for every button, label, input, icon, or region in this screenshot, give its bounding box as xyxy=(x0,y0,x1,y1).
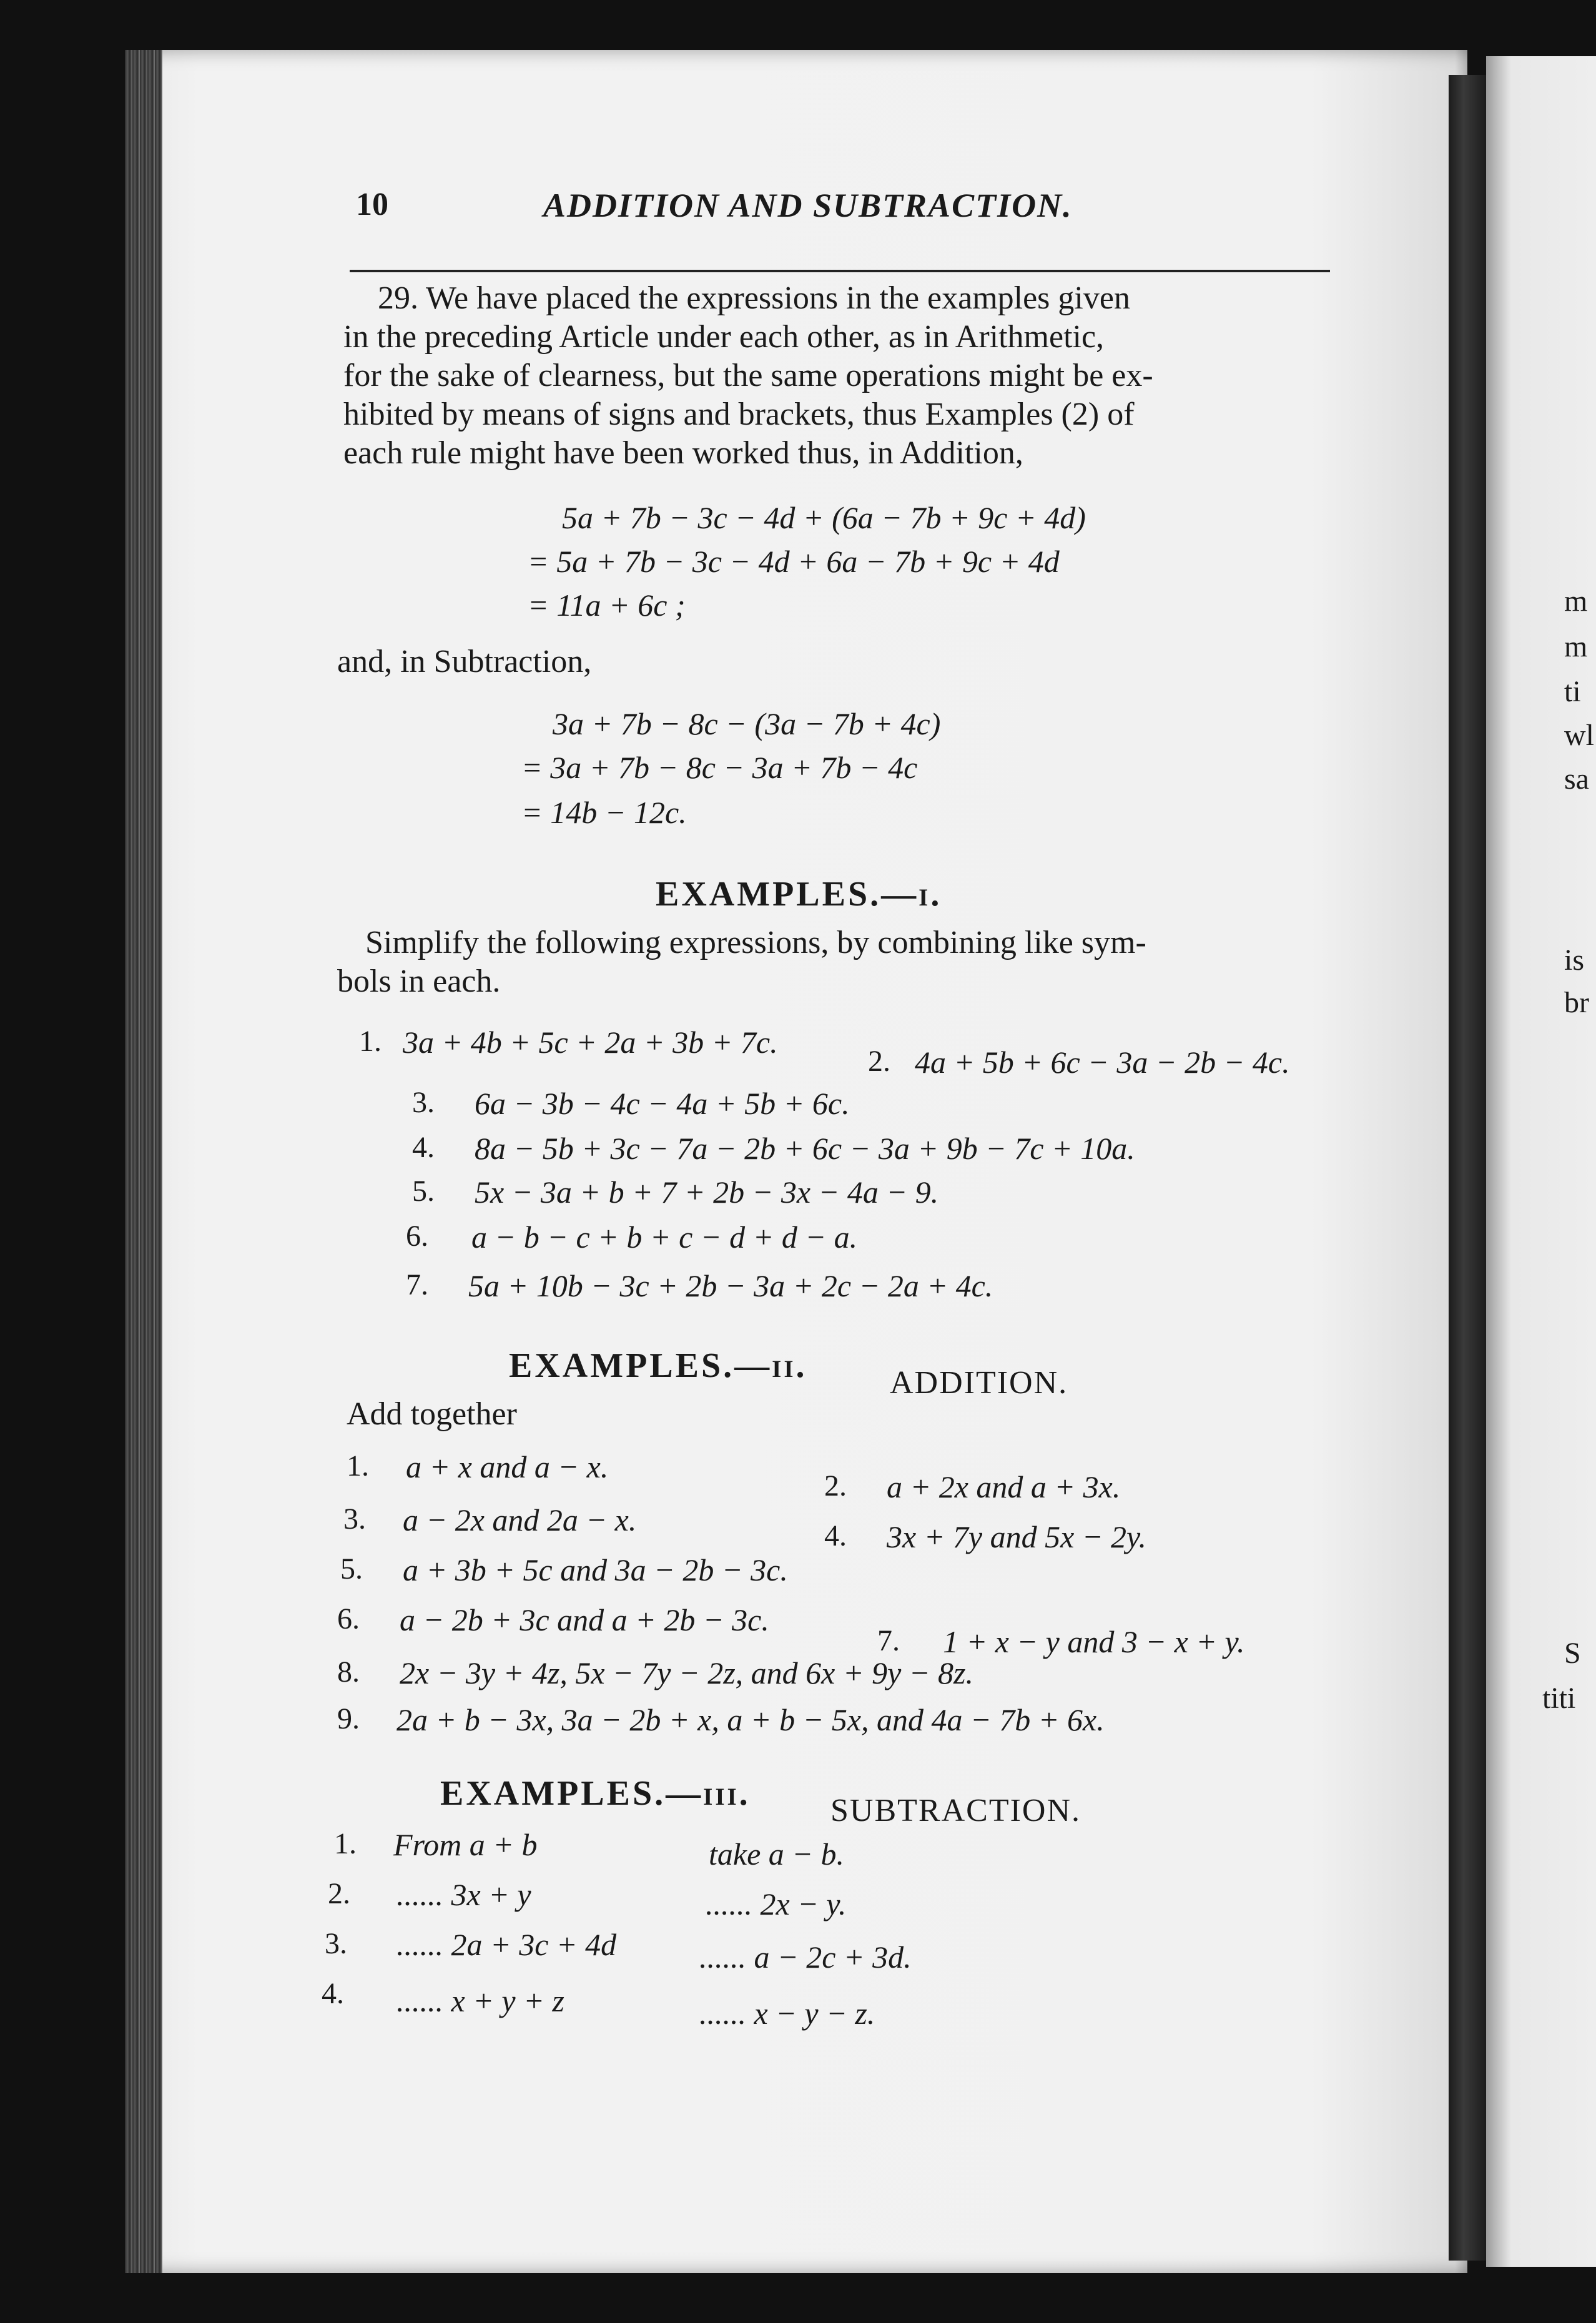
subtract-from: ...... x + y + z xyxy=(397,1983,564,2018)
subtract-take: ...... x − y − z. xyxy=(699,1996,875,2031)
example-expr: 6a − 3b − 4c − 4a + 5b + 6c. xyxy=(475,1086,850,1121)
facing-fragment: titi xyxy=(1542,1682,1576,1715)
item-number: 2. xyxy=(868,1045,890,1078)
example-expr: 4a + 5b + 6c − 3a − 2b − 4c. xyxy=(915,1045,1290,1080)
facing-fragment: S xyxy=(1564,1637,1581,1670)
item-number: 1. xyxy=(347,1449,369,1482)
example-expr: 2x − 3y + 4z, 5x − 7y − 2z, and 6x + 9y − 8z. xyxy=(400,1655,973,1690)
section-heading: EXAMPLES.—i. xyxy=(656,875,942,914)
book-gutter xyxy=(1449,75,1486,2261)
item-number: 3. xyxy=(343,1502,366,1536)
article-line: for the sake of clearness, but the same operations might be ex- xyxy=(343,358,1153,393)
section-subheading: ADDITION. xyxy=(890,1365,1068,1401)
facing-fragment: wl xyxy=(1564,719,1594,752)
example-expr: 3x + 7y and 5x − 2y. xyxy=(887,1519,1146,1554)
subtract-from: ...... 3x + y xyxy=(397,1877,531,1912)
facing-fragment: m xyxy=(1564,584,1588,618)
facing-page xyxy=(1486,56,1596,2267)
item-number: 3. xyxy=(412,1086,435,1119)
item-number: 1. xyxy=(334,1827,357,1860)
section-heading: EXAMPLES.—ii. xyxy=(509,1346,807,1385)
equation-line: = 5a + 7b − 3c − 4d + 6a − 7b + 9c + 4d xyxy=(528,544,1060,579)
example-expr: 8a − 5b + 3c − 7a − 2b + 6c − 3a + 9b − 7c + 10a. xyxy=(475,1131,1135,1166)
facing-fragment: br xyxy=(1564,986,1589,1019)
item-number: 6. xyxy=(406,1220,428,1253)
page-number: 10 xyxy=(356,187,388,222)
item-number: 6. xyxy=(337,1602,360,1635)
subtract-take: take a − b. xyxy=(709,1837,845,1872)
example-expr: a − 2b + 3c and a + 2b − 3c. xyxy=(400,1602,769,1637)
article-line: in the preceding Article under each other, as in Arithmetic, xyxy=(343,319,1105,355)
example-expr: a − 2x and 2a − x. xyxy=(403,1502,637,1537)
item-number: 1. xyxy=(359,1025,382,1058)
example-expr: 2a + b − 3x, 3a − 2b + x, a + b − 5x, and 4a − 7b + 6x. xyxy=(397,1702,1105,1737)
item-number: 3. xyxy=(325,1927,347,1960)
facing-fragment: m xyxy=(1564,630,1588,663)
equation-line: 5a + 7b − 3c − 4d + (6a − 7b + 9c + 4d) xyxy=(562,500,1086,535)
intro-line: bols in each. xyxy=(337,964,501,999)
item-number: 7. xyxy=(406,1268,428,1301)
item-number: 4. xyxy=(322,1977,344,2010)
example-expr: 1 + x − y and 3 − x + y. xyxy=(943,1624,1245,1659)
item-number: 4. xyxy=(824,1519,847,1552)
example-expr: 5x − 3a + b + 7 + 2b − 3x − 4a − 9. xyxy=(475,1175,939,1210)
item-number: 8. xyxy=(337,1655,360,1689)
equation-line: = 11a + 6c ; xyxy=(528,588,686,623)
example-expr: a + 2x and a + 3x. xyxy=(887,1469,1121,1504)
example-expr: 3a + 4b + 5c + 2a + 3b + 7c. xyxy=(403,1025,778,1060)
header-rule xyxy=(350,270,1330,272)
intro-line: Add together xyxy=(347,1396,517,1432)
subtract-from: ...... 2a + 3c + 4d xyxy=(397,1927,617,1962)
intro-line: Simplify the following expressions, by combining like sym- xyxy=(365,925,1146,960)
equation-line: = 14b − 12c. xyxy=(521,795,687,830)
example-expr: 5a + 10b − 3c + 2b − 3a + 2c − 2a + 4c. xyxy=(468,1268,993,1303)
example-expr: a + x and a − x. xyxy=(406,1449,609,1484)
example-expr: a + 3b + 5c and 3a − 2b − 3c. xyxy=(403,1552,788,1587)
article-line: each rule might have been worked thus, in Addition, xyxy=(343,435,1023,471)
equation-line: = 3a + 7b − 8c − 3a + 7b − 4c xyxy=(521,750,918,785)
item-number: 5. xyxy=(412,1175,435,1208)
page-edge xyxy=(125,50,162,2273)
equation-line: 3a + 7b − 8c − (3a − 7b + 4c) xyxy=(553,706,941,741)
item-number: 5. xyxy=(340,1552,363,1586)
item-number: 2. xyxy=(328,1877,350,1910)
subtraction-intro: and, in Subtraction, xyxy=(337,644,592,679)
item-number: 9. xyxy=(337,1702,360,1735)
article-line: hibited by means of signs and brackets, thus Examples (2) of xyxy=(343,397,1135,432)
subtract-take: ...... a − 2c + 3d. xyxy=(699,1940,912,1975)
facing-fragment: sa xyxy=(1564,762,1589,796)
item-number: 4. xyxy=(412,1131,435,1164)
facing-fragment: ti xyxy=(1564,675,1581,708)
section-heading: EXAMPLES.—iii. xyxy=(440,1774,751,1813)
subtract-take: ...... 2x − y. xyxy=(706,1887,847,1921)
item-number: 2. xyxy=(824,1469,847,1502)
subtract-from: From a + b xyxy=(393,1827,538,1862)
article-line: 29. We have placed the expressions in the examples given xyxy=(378,280,1130,316)
example-expr: a − b − c + b + c − d + d − a. xyxy=(471,1220,858,1255)
item-number: 7. xyxy=(877,1624,900,1657)
running-title: ADDITION AND SUBTRACTION. xyxy=(543,187,1073,224)
facing-fragment: is xyxy=(1564,944,1585,977)
section-subheading: SUBTRACTION. xyxy=(830,1793,1081,1828)
